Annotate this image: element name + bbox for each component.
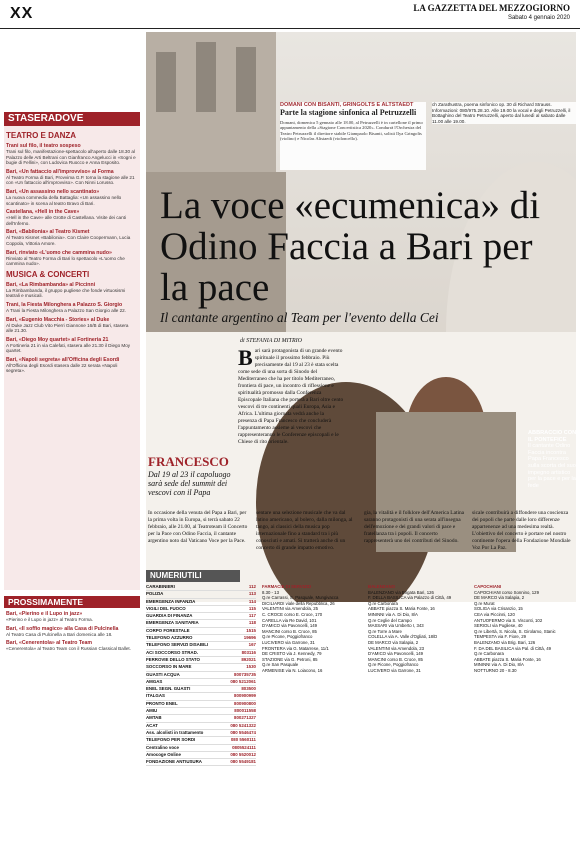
article-paragraph: ari sarà protagonista di un grande evento spirituale il prossimo febbraio. Più precisamente dal 19 al 23 è stata scelta come sede di una sorta di Sinodo del Mediterraneo che ha per titolo Mediterraneo, frontiera di pace, un incontro di riflessione e spiritualità promosso dalla Conferenza Episcopale Italiana che porterà a Bari oltre cento vescovi di tre continenti quali Europa, Asia e Africa. L'ultima giornata vedrà anche la presenza di Papa Francesco che concluderà l'appuntamento assieme ai vescovi che rappresenteranno le Conferenze episcopali e le Chiese di rito orientale.	[238, 348, 344, 445]
number-label: AMGAS	[146, 678, 163, 684]
event-title: Trani, la Fiesta Milonghera a Palazzo S. Giorgio	[6, 301, 123, 308]
pharmacy-line: F. DA DEL BASILICA via Pal. di Città, 49	[474, 645, 551, 651]
photo-caption	[528, 430, 578, 489]
number-label: SOCCORSO IN MARE	[146, 664, 192, 670]
number-row	[146, 591, 256, 598]
number-value: 1515	[246, 627, 256, 633]
number-row	[146, 723, 256, 730]
caption-text: Il cantante Odino Faccia incontra Papa Francesco sulla scorta del suo impegno artistico per la pace e per la fede	[528, 443, 576, 489]
event-text: A Fortineria 21 in via Calefati, stasera alle 21.30 il Diego Moy quartet.	[6, 342, 131, 354]
number-label: ITALGAS	[146, 693, 165, 699]
byline: di STEFANIA DI MITRIO	[240, 338, 302, 344]
number-row	[146, 752, 256, 759]
number-row	[146, 759, 256, 766]
number-value: 112	[248, 584, 256, 589]
pharmacy-line: Q.re Libertà, S. Nicola, S. Girolamo, Stanic	[474, 628, 556, 634]
article-column: sicale contribuirà a diffondere una coscienza dei popoli che parte dalle loro differenze appartenenze ad una medesima realtà. L'obiettivo del concerto è portare nel nostro continente l'opera della Fondazione Mondiale Voz Por La Paz.	[472, 510, 571, 551]
number-row	[146, 679, 256, 686]
pharmacy-heading: CAPOCHIANI	[474, 584, 502, 589]
pharmacy-line: DE MARCO via Salapia, 2	[368, 639, 419, 645]
pharmacy-line: ABBATE piazza S. Maria Fonte, 16	[474, 656, 541, 662]
newspaper-name: LA GAZZETTA DEL MEZZOGIORNO	[413, 3, 570, 13]
number-row	[146, 672, 256, 679]
number-row	[146, 635, 256, 642]
pharmacy-line: D'AMICO via Pavoncelli, 149	[262, 623, 318, 629]
number-row	[146, 657, 256, 664]
number-value: 800271327	[234, 715, 256, 721]
event-title: Bari, «Babilonia» al Teatro Kismet	[6, 229, 90, 236]
number-label: EMERGENZA SANITARIA	[146, 620, 199, 626]
pharmacy-line: VALENTINI via Amendola, 23	[368, 645, 425, 651]
events-list	[6, 128, 136, 374]
headline: La voce «ecumenica» di Odino Faccia a Bari per la pace	[160, 184, 541, 309]
number-row	[146, 737, 256, 744]
number-value: 167	[248, 642, 256, 648]
number-label: PRONTO ENEL	[146, 700, 178, 706]
event-title: Trani sul filo, il teatro sospeso	[6, 143, 81, 149]
number-label: AMIU	[146, 708, 158, 714]
pharmacy-line: TEMPESTA via F. Fiore, 29	[474, 634, 526, 640]
upcoming-list	[4, 611, 140, 652]
number-row	[146, 628, 256, 635]
number-value: 080 5546474	[230, 729, 256, 735]
pharmacy-line: Q.re Ceglie del Campo	[368, 617, 412, 623]
event-text: Al Teatro Forma di Bari, Provvima G.P. torna la stagione alle 21 con «Un fattaccio all'improvviso». Con Ninni Lorusso.	[6, 174, 135, 186]
number-row	[146, 613, 256, 620]
pharmacy-line: DE MARCO via Salapia, 2	[474, 595, 525, 601]
pharmacy-line: Q.re Carrassi, S. Pasquale, Mungivacca	[262, 595, 339, 601]
number-label: TELEFONO PER SORDI	[146, 737, 196, 743]
number-row	[146, 745, 256, 752]
number-value: 803500	[241, 686, 256, 692]
number-row	[146, 606, 256, 613]
pharmacy-line: FRONTERA via G. Matarrese, 11/1	[262, 645, 329, 651]
sidebar-text: Domani, domenica 5 gennaio alle 18.00, al Petruzzelli è in cartellone il primo appuntamento della «Stagione Concertistica 2020». Condurrà l'Orchestra del Teatro Petruzzelli il direttore stabile Giampaolo Bisanti, solisti Ilya Gringolts (violino) e Nicolas Altstaedt (violoncello).	[280, 119, 423, 141]
number-value: 117	[248, 613, 256, 619]
article-column: sentare una selezione musicale che va dal latino americano, al bolero, dalla milonga, al tango, ai classici della musica pop internazionale fino a standard tra i più conosciuti e amati. Si tratterà anche di un concerto di grande impatto emotivo.	[256, 510, 353, 551]
number-row	[146, 664, 256, 671]
number-row	[146, 599, 256, 606]
number-label: VIGILI DEL FUOCO	[146, 605, 186, 611]
number-label: EMERGENZA INFANZIA	[146, 598, 196, 604]
pharmacy-line: SERIOLI via Pugliese, 40	[474, 623, 523, 629]
sidebar-article	[280, 102, 426, 170]
number-value: 800900999	[234, 693, 256, 699]
number-label: GUARDIA DI FINANZA	[146, 613, 193, 619]
event-title: Bari, «La Rimbambanda» al Piccinni	[6, 281, 96, 288]
number-value: 113	[248, 591, 256, 597]
number-row	[146, 584, 256, 591]
event-title: Bari, «Un fattaccio all'improvviso» al Forma	[6, 168, 114, 175]
pharmacy-line: D'AMICO via Pavoncelli, 149	[368, 651, 424, 657]
pharmacy-line: CARELLA via Re David, 101	[262, 617, 317, 623]
pharmacy-line: BALENZANO via Brigata Bari, 126	[368, 589, 434, 595]
pull-quote	[148, 454, 236, 497]
pharmacy-line: Q.re Murat	[474, 600, 495, 606]
event-title: Bari, «Un assassino nello scantinato»	[6, 188, 100, 195]
sidebar-continued-text: ch Zarathustra, poema sinfonico op. 30 di Richard Strauss. Informazioni: 080/975.28.10. Alle 19.00 la vocal e degli Petruzzelli, il Bottaghino del Teatro Petruzzelli, aperto dal lunedì al sabato dalle 11.00 alle 19.00.	[432, 102, 576, 124]
number-row	[146, 620, 256, 627]
event-text: Al Teatro Kismet «Babilonia». Con Claire Coopermann, Lucia Coppola, Vittoria Amore.	[6, 235, 131, 246]
event-title: Bari, «Napoli segreta» all'Officina degli Esordi	[6, 356, 120, 363]
article-column: In occasione della venuta del Papa a Bari, per la prima volta in Europa, si terrà sabato 22 febbraio, alle 21.00, al Teatroteam il Concerto per la Pace con Odino Faccia, il cantante argentino noto dal Vaticano Voce per la Pace.	[148, 510, 248, 544]
pharmacy-line: VALENTINI via Amendola, 25	[262, 606, 319, 612]
pharmacy-line: BALENZANO via Brig. Bari, 126	[474, 639, 536, 645]
article-body-intro	[238, 345, 344, 446]
event-text: Trani sul filo, manifestazione-spettacolo all'aperto dalle 18.30 al Palazzo delle Arti Beltrani con Gianfranco Angelucci in «Sogni e bugie di Fellini», con Ludovica Ruocco e Anna Esposito.	[6, 149, 136, 166]
number-label: FONDAZIONE ANTIUSURA	[146, 759, 202, 765]
pull-quote-name: FRANCESCO	[148, 454, 229, 469]
number-value: 800735735	[234, 671, 256, 677]
number-row	[146, 715, 256, 722]
number-value: 114	[248, 598, 256, 604]
pharmacy-line: CEA via Piccinni, 120	[474, 611, 515, 617]
number-value: 080 5560111	[230, 737, 256, 743]
pharmacy-line: ARMENISE via N. Loiacono, 16	[262, 667, 323, 673]
number-value: 080 5212061	[230, 678, 256, 684]
sidebar-kicker: DOMANI CON BISANTI, GRINGOLTS E ALTSTAEDT	[280, 102, 414, 108]
pharmacy-line: Q.re Picone, Poggiofranco	[368, 662, 419, 668]
number-label: ACI SOCCORSO STRAD.	[146, 649, 198, 655]
event-text: Al Duke Jazz Club Vito Pierri Giannone 16/B di Bari, stasera alle 21.30.	[6, 322, 129, 334]
number-value: 19696	[243, 635, 256, 641]
subheadline: Il cantante argentino al Team per l'evento della Cei	[160, 310, 439, 325]
number-label: Amocoge Online	[146, 751, 181, 757]
number-label: Centralino voce	[146, 744, 179, 750]
event-text: Rinviato al Teatro Forma di Bari lo spettacolo «L'uomo che cammina nudo».	[6, 255, 125, 267]
number-label: Ass. alcolisti in trattamento	[146, 729, 204, 735]
event-text: All'Officina degli Esordi stasera dalle 22 serata «Napoli segreta».	[6, 362, 118, 374]
number-label: POLIZIA	[146, 591, 164, 597]
number-label: FERROVIE DELLO STATO	[146, 656, 200, 662]
pharmacy-line: MANCINI corso B. Croce, 85	[368, 656, 423, 662]
number-row	[146, 642, 256, 649]
event-text: «Pierino e il Lupo in jazz» al Teatro Forma.	[6, 617, 93, 622]
number-value: 118	[248, 620, 256, 626]
event-text: A Trani la Fiesta Milonghera a Palazzo San Giorgio alle 22.	[6, 307, 127, 313]
pharmacy-line: MININNI via A. Di Dio, 8/A	[474, 662, 524, 668]
upcoming-events	[4, 596, 140, 652]
pharmacy-line: DICILIARDI viale della Repubblica, 26	[262, 600, 335, 606]
number-value: 080 5241322	[230, 722, 256, 728]
pharmacy-line: ANTUOFERMO via S. Visconti, 102	[474, 617, 543, 623]
number-label: GUASTI ACQUA	[146, 671, 180, 677]
number-value: 803116	[241, 649, 256, 655]
event-text: «Cenerentola» al Teatro Team con il Russian Classical Ballet.	[6, 646, 131, 652]
number-label: ACAT	[146, 722, 158, 728]
number-label: TELEFONO AZZURRO	[146, 635, 193, 641]
pharmacy-line: LUCIVERO via Garrone, 31	[262, 639, 315, 645]
useful-numbers-table	[146, 584, 256, 766]
pharmacy-line: CAPOCHIANI corso Sonnino, 129	[474, 589, 539, 595]
pull-quote-text: Dal 19 al 23 il capoluogo sarà sede del summit dei vescovi con il Papa	[148, 470, 231, 497]
pharmacy-line: F. DELLA BASILICA via Palazzo di Città, 49	[368, 595, 452, 601]
pharmacy-column	[368, 584, 468, 674]
pharmacy-line: MININNI via A. Di Dio, 8/A	[368, 611, 418, 617]
number-row	[146, 708, 256, 715]
number-label: CORPO FORESTALE	[146, 627, 190, 633]
useful-numbers-section	[146, 570, 576, 840]
pharmacy-line: Q.re Torre a Mare	[368, 628, 402, 634]
number-row	[146, 701, 256, 708]
section-heading: MUSICA & CONCERTI	[6, 269, 90, 279]
number-value: 080 5549181	[230, 759, 256, 765]
event-title: Bari, «Pierino e il Lupo in jazz»	[6, 611, 83, 617]
pharmacy-line: Q.re Carbonara	[474, 651, 504, 657]
drop-cap: B	[238, 345, 253, 370]
number-label: AMTAB	[146, 715, 162, 721]
issue-date: Sabato 4 gennaio 2020	[507, 15, 570, 21]
pharmacy-line: C. CROCE corso E. Croce, 170	[262, 611, 323, 617]
pharmacy-line: NOTTURNO 20 - 8.30	[474, 667, 517, 673]
article-column: gia, la vitalità e il folklore dell'America Latina saranno protagonisti di una serata all'insegna dell'emozione e dei grandi valori di pace e fratellanza tra i popoli. Il concerto rappresenterà uno dei contributi del Sinodo.	[364, 510, 465, 544]
pharmacy-line: STAZIONE via G. Petroni, 85	[262, 656, 318, 662]
event-text: La Rimbambanda, il gruppo pugliese che fonde virtuosismi teatrali e musicali.	[6, 287, 126, 299]
sidebar-title: Parte la stagione sinfonica al Petruzzelli	[280, 108, 417, 117]
number-value: 800011558	[234, 708, 256, 714]
pharmacy-line: SOLIGA via Crisanzio, 15	[474, 606, 523, 612]
pharmacy-column	[262, 584, 362, 674]
article-body-lower	[148, 510, 578, 560]
event-title: Bari, «Cenerentola» al Teatro Team	[6, 640, 93, 647]
pharmacy-line: COLELLA via A. Valle d'Ogliati, 18/D	[368, 634, 438, 640]
pharmacy-line: Q.re Carbonara	[368, 600, 398, 606]
page-header	[0, 0, 580, 29]
pharmacy-line: MANCINI corso B. Croce, 85	[262, 628, 317, 634]
number-row	[146, 686, 256, 693]
number-label: TELEFONO SERVIZI DISABILI	[146, 642, 209, 648]
number-row	[146, 650, 256, 657]
number-row	[146, 730, 256, 737]
number-value: 080 5520012	[230, 751, 256, 757]
number-value: 0805524111	[232, 744, 256, 750]
pharmacy-line: 8.30 - 13	[262, 589, 279, 595]
event-title: Castellana, «Hell in the Cave»	[6, 209, 80, 216]
event-title: Bari, «Il soffio magico» alla Casa di Pulcinella	[6, 625, 119, 632]
pharmacy-heading: BALENZANO	[368, 584, 395, 589]
page-number: XX	[10, 5, 34, 22]
event-title: Bari, «Eugenio Macchia - Stories» al Duke	[6, 316, 110, 323]
event-title: Bari, rinviato «L'uomo che cammina nudo»	[6, 249, 112, 256]
useful-numbers-title: NUMERIUTILI	[146, 570, 240, 582]
event-text: «Hell in the Cave» alle Grotte di Castellana. Visite dei canti dell'Inferno.	[6, 215, 126, 226]
number-label: ENEL SEGN. GUASTI	[146, 686, 191, 692]
event-title: Bari, «Diego Moy quartet» al Fortineria 21	[6, 336, 109, 343]
number-value: 1530	[246, 664, 256, 670]
pharmacy-column	[474, 584, 574, 674]
pharmacy-line: Q.re San Pasquale	[262, 662, 299, 668]
number-value: 892021	[241, 656, 256, 662]
pharmacy-heading: FARMACIE DI SERVIZIO	[262, 584, 312, 589]
events-banner: STASERADOVE	[4, 112, 140, 126]
number-value: 800900800	[234, 700, 256, 706]
pharmacy-line: MASSARI via Umberto I, 343	[368, 623, 424, 629]
pharmacy-line: LUCIVERO via Garrone, 31	[368, 667, 421, 673]
event-text: La nuova commedia della Battaglia: «Un assassino nello scantinato» in scena al teatro Bravo di Bari.	[6, 194, 122, 206]
pharmacy-line: ABBATE piazza S. Maria Fonte, 16	[368, 606, 435, 612]
upcoming-title: PROSSIMAMENTE	[4, 596, 140, 608]
caption-title: ABBRACCIO CON IL PONTEFICE	[528, 430, 577, 443]
event-text: Al Teatro Casa di Pulcinella a Bari domenica alle 18.	[6, 631, 113, 637]
section-heading: TEATRO E DANZA	[6, 131, 77, 140]
number-row	[146, 693, 256, 700]
pharmacy-line: DE CRISTO via J. Kennedy, 79	[262, 651, 322, 657]
number-value: 115	[248, 605, 256, 611]
pharmacy-line: Q.re Picone, Poggiofranco	[262, 634, 313, 640]
number-label: CARABINIERI	[146, 584, 175, 589]
